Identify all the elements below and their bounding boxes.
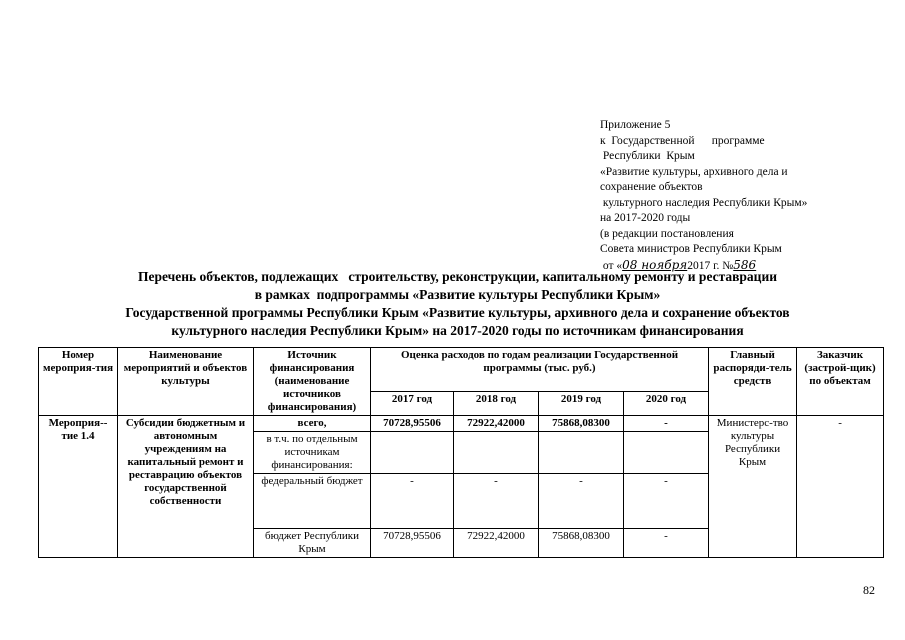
appendix-line: сохранение объектов [600, 181, 703, 193]
value-total-2017: 70728,95506 [371, 416, 454, 432]
header-customer: Заказчик (застрой-щик) по объектам [797, 348, 884, 416]
value-federal-2018: - [454, 474, 539, 529]
header-source: Источник финансирования (наименование источников финансирования) [254, 348, 371, 416]
value-regional-2017: 70728,95506 [371, 529, 454, 558]
header-row [39, 348, 884, 392]
appendix-line: к Государственной программе [600, 134, 765, 147]
title-line: Государственной программы Республики Крым «Развитие культуры, архивного дела и сохранение объектов [125, 305, 790, 320]
table-row [39, 416, 884, 432]
appendix-line: (в редакции постановления [600, 227, 734, 240]
value-breakdown-2019 [539, 432, 624, 474]
title-line: Перечень объектов, подлежащих строительству, реконструкции, капитальному ремонту и реставрации [137, 269, 778, 284]
value-regional-2018: 72922,42000 [454, 529, 539, 558]
value-federal-2020: - [624, 474, 709, 529]
appendix-line: культурного наследия Республики Крым» [600, 196, 808, 209]
source-federal: федеральный бюджет [254, 474, 371, 529]
handwritten-date: 08 ноября [622, 257, 688, 272]
value-breakdown-2017 [371, 432, 454, 474]
header-estimate: Оценка расходов по годам реализации Государственной программы (тыс. руб.) [371, 348, 709, 392]
date-middle: 2017 г. № [687, 259, 734, 272]
source-regional: бюджет Республики Крым [254, 529, 371, 558]
header-year-2017: 2017 год [371, 391, 454, 415]
header-year-2018: 2018 год [454, 391, 539, 415]
row-name: Субсидии бюджетным и автономным учреждениям на капитальный ремонт и реставрацию объектов государственной собственности [118, 416, 254, 558]
title-line: культурного наследия Республики Крым» на 2017-2020 годы по источникам финансирования [171, 323, 744, 338]
header-year-2019: 2019 год [539, 391, 624, 415]
value-federal-2019: - [539, 474, 624, 529]
date-prefix: от « [600, 259, 623, 272]
header-year-2020: 2020 год [624, 391, 709, 415]
document-title [40, 268, 875, 340]
row-customer: - [797, 416, 884, 558]
source-total: всего, [254, 416, 371, 432]
value-total-2018: 72922,42000 [454, 416, 539, 432]
page-number: 82 [863, 583, 875, 597]
header-manager: Главный распоряди-тель средств [709, 348, 797, 416]
value-total-2019: 75868,08300 [539, 416, 624, 432]
value-breakdown-2018 [454, 432, 539, 474]
value-regional-2019: 75868,08300 [539, 529, 624, 558]
appendix-line: «Развитие культуры, архивного дела и [600, 165, 788, 178]
financing-table [38, 347, 884, 558]
appendix-line: Республики Крым [600, 150, 695, 162]
value-total-2020: - [624, 416, 709, 432]
value-breakdown-2020 [624, 432, 709, 474]
appendix-line: на 2017-2020 годы [600, 212, 691, 224]
row-number: Мероприя-- тие 1.4 [39, 416, 118, 558]
handwritten-number: 586 [733, 257, 757, 272]
header-name: Наименование мероприятий и объектов культуры [118, 348, 254, 416]
appendix-line: Совета министров Республики Крым [600, 243, 782, 255]
title-line: в рамках подпрограммы «Развитие культуры Республики Крым» [254, 287, 661, 302]
row-manager: Министерс-тво культуры Республики Крым [709, 416, 797, 558]
value-federal-2017: - [371, 474, 454, 529]
appendix-line: Приложение 5 [600, 119, 671, 131]
appendix-block [600, 118, 900, 274]
value-regional-2020: - [624, 529, 709, 558]
source-breakdown: в т.ч. по отдельным источникам финансирования: [254, 432, 371, 474]
header-number: Номер мероприя-тия [39, 348, 118, 416]
